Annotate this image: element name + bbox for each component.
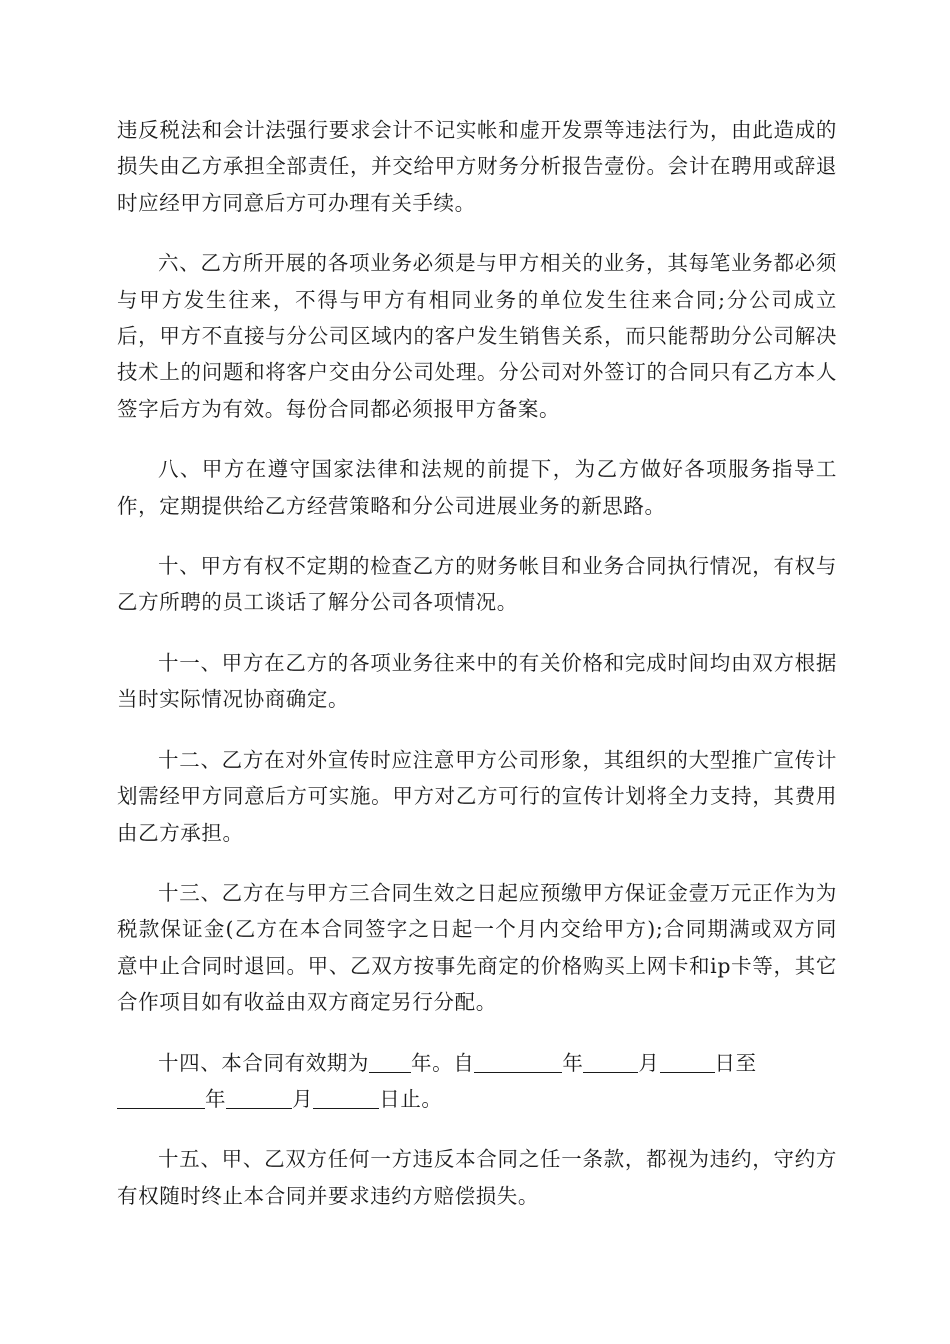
end-month-text: 月 [292, 1086, 314, 1111]
clause-11: 十一、甲方在乙方的各项业务往来中的有关价格和完成时间均由双方根据当时实际情况协商确定。 [117, 650, 837, 712]
clause-10: 十、甲方有权不定期的检查乙方的财务帐目和业务合同执行情况，有权与乙方所聘的员工谈话了解分公司各项情况。 [117, 554, 837, 615]
paragraph-continued: 违反税法和会计法强行要求会计不记实帐和虚开发票等违法行为，由此造成的损失由乙方承担全部责任，并交给甲方财务分析报告壹份。会计在聘用或辞退时应经甲方同意后方可办理有关手续。 [117, 118, 837, 215]
end-day-text: 日止。 [379, 1086, 443, 1111]
clause-15: 十五、甲、乙双方任何一方违反本合同之任一条款，都视为违约，守约方有权随时终止本合同并要求违约方赔偿损失。 [117, 1147, 837, 1208]
term-year-text: 年。自 [411, 1050, 475, 1075]
start-day-text: 日至 [714, 1050, 757, 1075]
clause-13: 十三、乙方在与甲方三合同生效之日起应预缴甲方保证金壹万元正作为为税款保证金(乙方在本合同签字之日起一个月内交给甲方);合同期满或双方同意中止合同时退回。甲、乙双方按事先商定的价格购买上网卡和ip卡等，其它合作项目如有收益由双方商定另行分配。 [117, 880, 837, 1015]
start-year-text: 年 [562, 1050, 584, 1075]
clause-14-term [117, 1045, 837, 1118]
clause-6: 六、乙方所开展的各项业务必须是与甲方相关的业务，其每笔业务都必须与甲方发生往来，不得与甲方有相同业务的单位发生往来合同;分公司成立后，甲方不直接与分公司区域内的客户发生销售关系，而只能帮助分公司解决技术上的问题和将客户交由分公司处理。分公司对外签订的合同只有乙方本人签字后方为有效。每份合同都必须报甲方备案。 [117, 251, 837, 421]
start-month-text: 月 [638, 1050, 660, 1075]
document-page [117, 112, 837, 1238]
start-day-blank [660, 1050, 715, 1073]
end-day-blank [313, 1086, 379, 1109]
term-years-blank [369, 1050, 411, 1073]
term-label: 十四、本合同有效期为 [158, 1050, 369, 1075]
start-year-blank [474, 1050, 562, 1073]
clause-12: 十二、乙方在对外宣传时应注意甲方公司形象，其组织的大型推广宣传计划需经甲方同意后方可实施。甲方对乙方可行的宣传计划将全力支持，其费用由乙方承担。 [117, 747, 837, 845]
clause-8: 八、甲方在遵守国家法律和法规的前提下，为乙方做好各项服务指导工作，定期提供给乙方经营策略和分公司进展业务的新思路。 [117, 457, 837, 518]
end-month-blank [226, 1086, 292, 1109]
end-year-blank [117, 1086, 205, 1109]
start-month-blank [583, 1050, 638, 1073]
end-year-text: 年 [205, 1086, 227, 1111]
